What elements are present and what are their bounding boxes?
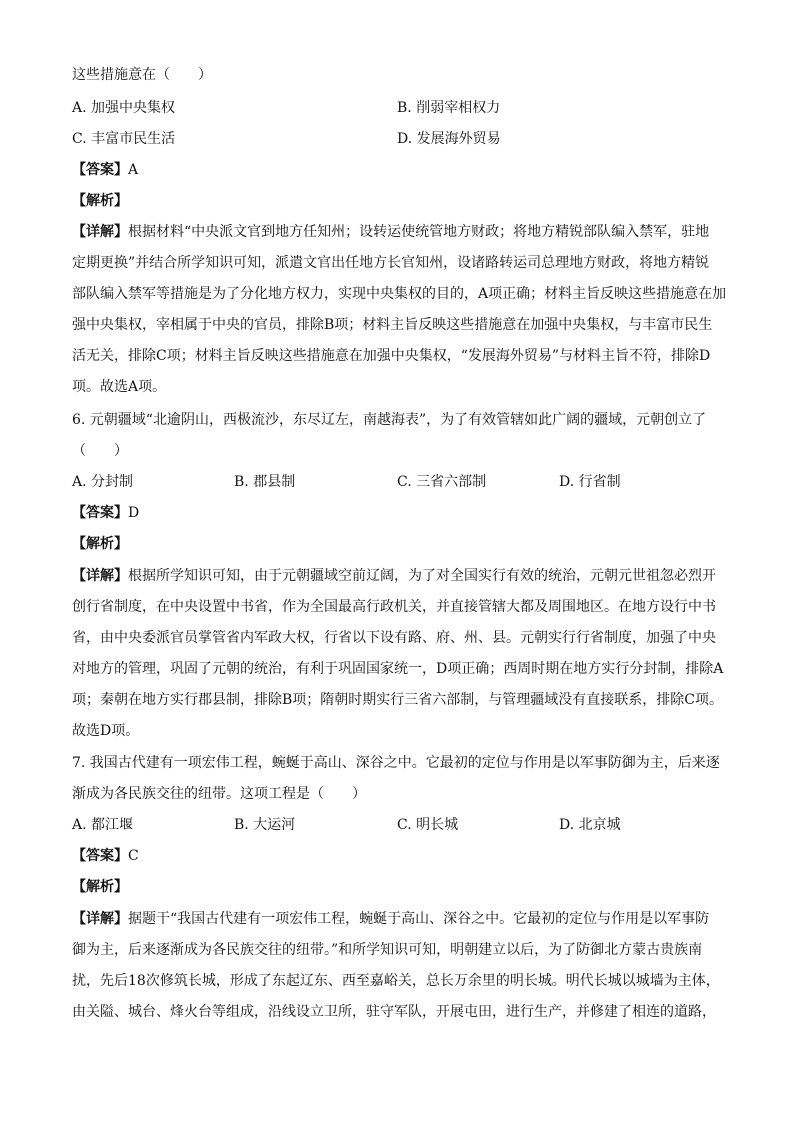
- q5-option-b: B. 削弱宰相权力: [397, 100, 501, 116]
- q5-detail-line: 项。故选A项。: [72, 379, 167, 395]
- detail-label: 【详解】: [72, 911, 128, 927]
- q7-option-c: C. 明长城: [397, 817, 459, 833]
- q5-option-a: A. 加强中央集权: [72, 100, 176, 116]
- q5-option-d: D. 发展海外贸易: [397, 131, 501, 147]
- q6-analysis-label: 【解析】: [72, 536, 128, 552]
- q5-detail-line: 定期更换”并结合所学知识可知，派遣文官出任地方长官知州，设诸路转运司总理地方财政，将地方精锐: [72, 255, 710, 271]
- q6-detail-line: 对地方的管理，巩固了元朝的统治，有利于巩固国家统一，D项正确；西周时期在地方实行分封制，排除A: [72, 661, 724, 677]
- answer-label: 【答案】: [72, 162, 128, 178]
- detail-label: 【详解】: [72, 224, 128, 240]
- q5-stem: 这些措施意在（ ）: [72, 67, 212, 83]
- answer-value: C: [128, 848, 139, 864]
- q5-detail-line: [72, 222, 709, 242]
- detail-text: 根据所学知识可知，由于元朝疆域空前辽阔，为了对全国实行有效的统治，元朝元世祖忽必烈开: [128, 568, 716, 584]
- q6-detail-line: 创行省制度，在中央设置中书省，作为全国最高行政机关，并直接管辖大都及周围地区。在地方设行中书: [72, 599, 716, 615]
- q6-detail-line: [72, 566, 716, 586]
- q6-option-a: A. 分封制: [72, 474, 134, 490]
- q5-detail-line: 部队编入禁军等措施是为了分化地方权力，实现中央集权的目的，A项正确；材料主旨反映这些措施意在加: [72, 286, 727, 302]
- q7-analysis-label: 【解析】: [72, 879, 128, 895]
- q5-detail-line: 活无关，排除C项；材料主旨反映这些措施意在加强中央集权，“发展海外贸易”与材料主旨不符，排除D: [72, 348, 711, 364]
- q5-answer-row: [72, 160, 138, 180]
- q7-option-a: A. 都江堰: [72, 817, 134, 833]
- q6-answer-row: [72, 503, 139, 523]
- q6-detail-line: 省，由中央委派官员掌管省内军政大权，行省以下设有路、府、州、县。元朝实行行省制度，加强了中央: [72, 630, 716, 646]
- detail-text: 据题干“我国古代建有一项宏伟工程，蜿蜒于高山、深谷之中。它最初的定位与作用是以军事防: [128, 911, 710, 927]
- q7-detail-line: 由关隘、城台、烽火台等组成，沿线设立卫所，驻守军队，开展屯田，进行生产，并修建了相连的道路，: [72, 1004, 716, 1020]
- q5-analysis-label: 【解析】: [72, 193, 128, 209]
- q5-option-c: C. 丰富市民生活: [72, 131, 176, 147]
- q6-option-c: C. 三省六部制: [397, 474, 487, 490]
- q7-detail-line: 扰，先后18次修筑长城，形成了东起辽东、西至嘉峪关，总长万余里的明长城。明代长城以城墙为主体，: [72, 973, 720, 989]
- q7-answer-row: [72, 846, 139, 866]
- q7-detail-line: [72, 909, 709, 929]
- detail-text: 根据材料“中央派文官到地方任知州；设转运使统管地方财政；将地方精锐部队编入禁军，驻地: [128, 224, 710, 240]
- q7-stem: 7. 我国古代建有一项宏伟工程，蜿蜒于高山、深谷之中。它最初的定位与作用是以军事防御为主，后来逐: [72, 755, 720, 771]
- answer-label: 【答案】: [72, 848, 128, 864]
- q5-detail-line: 强中央集权，宰相属于中央的官员，排除B项；材料主旨反映这些措施意在加强中央集权，与丰富市民生: [72, 317, 713, 333]
- q6-option-b: B. 郡县制: [234, 474, 296, 490]
- q7-detail-line: 御为主，后来逐渐成为各民族交往的纽带。”和所学知识可知，明朝建立以后，为了防御北方蒙古贵族南: [72, 942, 703, 958]
- q6-stem: 6. 元朝疆域“北逾阴山，西极流沙，东尽辽左，南越海表”，为了有效管辖如此广阔的疆域，元朝创立了: [72, 412, 707, 428]
- answer-label: 【答案】: [72, 505, 128, 521]
- q6-detail-line: 项；秦朝在地方实行郡县制，排除B项；隋朝时期实行三省六部制，与管理疆域没有直接联系，排除C项。: [72, 692, 723, 708]
- q6-detail-line: 故选D项。: [72, 723, 140, 739]
- answer-value: A: [128, 162, 139, 178]
- q7-stem: 渐成为各民族交往的纽带。这项工程是（ ）: [72, 786, 366, 802]
- q6-stem: （ ）: [72, 443, 128, 459]
- q7-option-b: B. 大运河: [234, 817, 296, 833]
- answer-value: D: [128, 505, 140, 521]
- q6-option-d: D. 行省制: [559, 474, 621, 490]
- detail-label: 【详解】: [72, 568, 128, 584]
- q7-option-d: D. 北京城: [559, 817, 621, 833]
